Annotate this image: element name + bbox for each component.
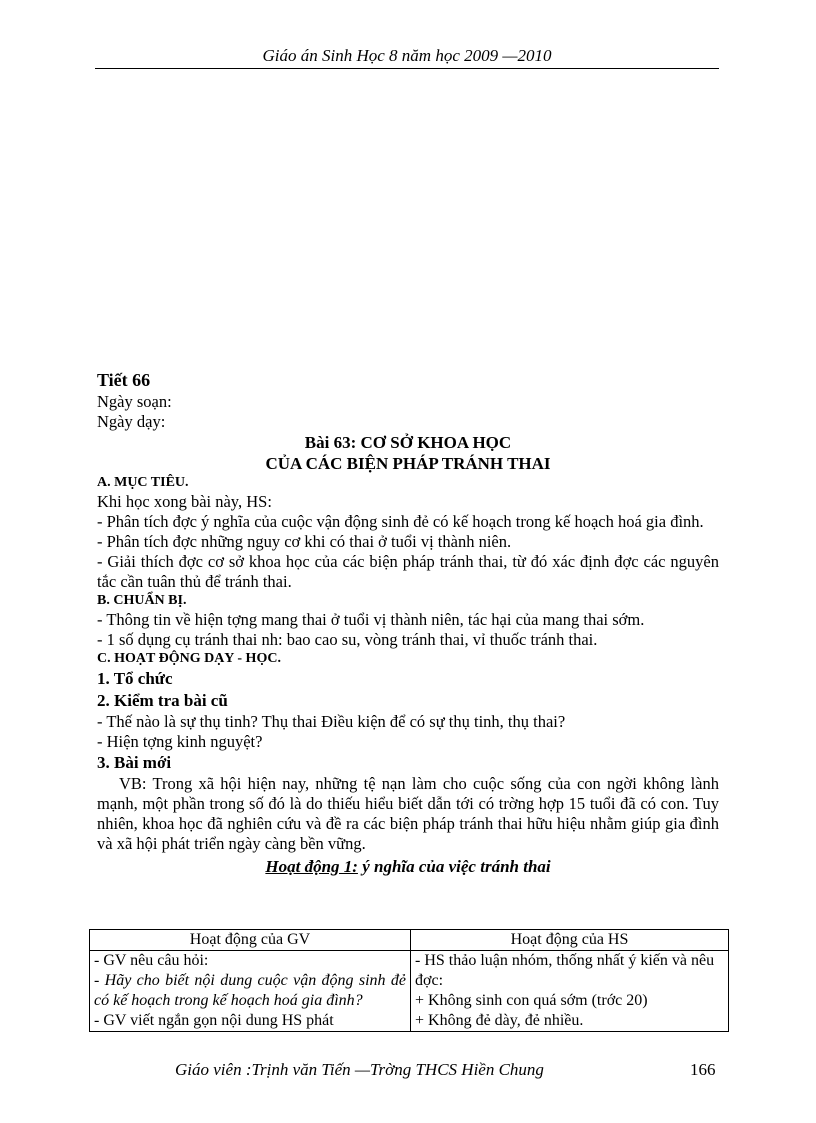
section-a-heading: A. MỤC TIÊU. xyxy=(97,475,189,490)
date-taught: Ngày dạy: xyxy=(97,412,166,431)
period-number: Tiết 66 xyxy=(97,370,151,390)
lesson-title-line2: CỦA CÁC BIỆN PHÁP TRÁNH THAI xyxy=(265,454,551,473)
table-row xyxy=(90,951,729,1032)
step-new-lesson: 3. Bài mới xyxy=(97,753,172,772)
running-header: Giáo án Sinh Học 8 năm học 2009 —2010 xyxy=(95,46,719,69)
hs-line: + Không đẻ dày, đẻ nhiều. xyxy=(415,1012,584,1029)
activity-table xyxy=(89,929,729,1032)
hs-line: + Không sinh con quá sớm (trớc 20) xyxy=(415,992,648,1009)
objective-item: - Phân tích đợc những nguy cơ khi có thai ở tuổi vị thành niên. xyxy=(97,532,512,551)
activity-heading xyxy=(97,856,719,878)
step-organization: 1. Tổ chức xyxy=(97,669,173,688)
objective-item: - Phân tích đợc ý nghĩa của cuộc vận động sinh đẻ có kế hoạch trong kế hoạch hoá gia đình. xyxy=(97,512,704,531)
introduction-paragraph: VB: Trong xã hội hiện nay, những tệ nạn làm cho cuộc sống của con ngời không lành mạnh, một phần trong số đó là do thiếu hiểu biết dẫn tới có trờng hợp 15 tuổi đã có con. Tuy nhiên, khoa học đã nghiên cứu và đề ra các biện pháp tránh thai hữu hiệu nhằm giúp gia đình và xã hội phát triển ngày càng bền vững. xyxy=(97,774,719,853)
lesson-content xyxy=(97,368,719,878)
gv-cell xyxy=(90,951,411,1032)
objective-item: - Giải thích đợc cơ sở khoa học của các biện pháp tránh thai, từ đó xác định đợc các nguyên tắc cần tuân thủ để tránh thai. xyxy=(97,552,719,591)
section-b-heading: B. CHUẨN BỊ. xyxy=(97,593,187,608)
hs-cell xyxy=(411,951,729,1032)
step-review: 2. Kiểm tra bài cũ xyxy=(97,691,228,710)
gv-line: - GV viết ngắn gọn nội dung HS phát xyxy=(94,1012,334,1029)
activity-title: ý nghĩa của việc tránh thai xyxy=(357,857,551,876)
column-header-hs: Hoạt động của HS xyxy=(411,930,729,951)
section-a-intro: Khi học xong bài này, HS: xyxy=(97,492,272,511)
review-question: - Hiện tợng kinh nguyệt? xyxy=(97,732,263,751)
lesson-title-line1: : CƠ SỞ KHOA HỌC xyxy=(350,433,512,452)
lesson-title xyxy=(97,432,719,474)
column-header-gv: Hoạt động của GV xyxy=(90,930,411,951)
footer-teacher: Giáo viên :Trịnh văn Tiến —Trờng THCS Hiền Chung xyxy=(175,1060,544,1079)
activity-label: Hoạt động 1: xyxy=(265,857,358,876)
gv-question: - Hãy cho biết nội dung cuộc vận động sinh đẻ có kế hoạch trong kế hoạch hoá gia đình? xyxy=(94,972,406,1009)
hs-line: - HS thảo luận nhóm, thống nhất ý kiến và nêu đợc: xyxy=(415,952,715,989)
page-number: 166 xyxy=(690,1060,716,1079)
table-header-row xyxy=(90,930,729,951)
preparation-item: - 1 số dụng cụ tránh thai nh: bao cao su, vòng tránh thai, vỉ thuốc tránh thai. xyxy=(97,630,598,649)
section-c-heading: C. HOẠT ĐỘNG DẠY - HỌC. xyxy=(97,651,281,666)
preparation-item: - Thông tin về hiện tợng mang thai ở tuổi vị thành niên, tác hại của mang thai sớm. xyxy=(97,610,645,629)
lesson-number: Bài 63 xyxy=(304,433,351,452)
date-prepared: Ngày soạn: xyxy=(97,392,172,411)
review-question: - Thế nào là sự thụ tinh? Thụ thai Điều kiện để có sự thụ tinh, thụ thai? xyxy=(97,712,566,731)
gv-line: - GV nêu câu hỏi: xyxy=(94,952,209,969)
